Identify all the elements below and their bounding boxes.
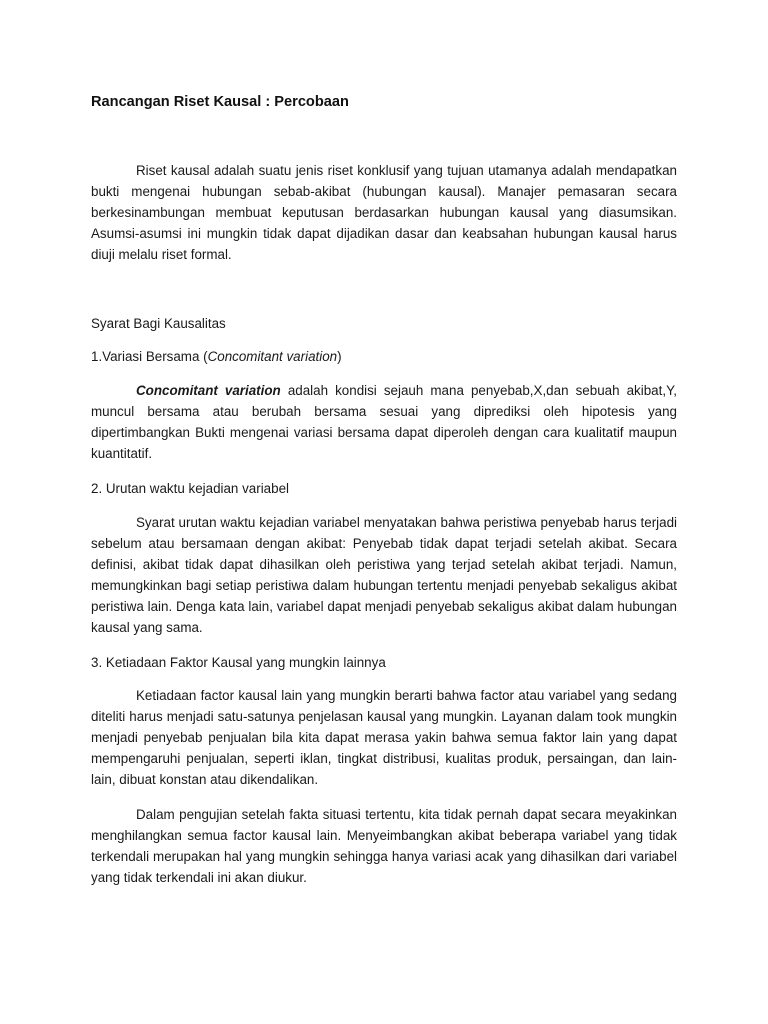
item1-heading-italic: Concomitant variation — [207, 349, 338, 364]
section-heading: Syarat Bagi Kausalitas — [91, 316, 226, 331]
document-title: Rancangan Riset Kausal : Percobaan — [91, 94, 349, 110]
item3-paragraph-1: Ketiadaan factor kausal lain yang mungkin berarti bahwa factor atau variabel yang sedang diteliti harus menjadi satu-satunya penjelasan kausal yang mungkin. Layanan dalam took mungkin menjadi penyebab penjualan bila kita dapat merasa yakin bahwa semua faktor lain yang dapat mempengaruhi penjualan, seperti iklan, tingkat distribusi, kualitas produk, persaingan, dan lain-lain, dibuat konstan atau dikendalikan. — [91, 688, 677, 787]
item1-heading — [91, 346, 342, 367]
item3-heading: 3. Ketiadaan Faktor Kausal yang mungkin lainnya — [91, 655, 386, 670]
item1-heading-suffix: ) — [337, 349, 342, 364]
item1-paragraph — [91, 380, 677, 464]
item1-heading-prefix: 1.Variasi Bersama ( — [91, 349, 208, 364]
item2-heading: 2. Urutan waktu kejadian variabel — [91, 481, 289, 496]
intro-paragraph: Riset kausal adalah suatu jenis riset konklusif yang tujuan utamanya adalah mendapatkan bukti mengenai hubungan sebab-akibat (hubungan kausal). Manajer pemasaran secara berkesinambungan membuat keputusan berdasarkan hubungan kausal yang diasumsikan. Asumsi-asumsi ini mungkin tidak dapat dijadikan dasar dan keabsahan hubungan kausal harus diuji melalu riset formal. — [91, 163, 677, 262]
item1-body: adalah kondisi sejauh mana penyebab,X,dan sebuah akibat,Y, muncul bersama atau berubah bersama sesuai yang diprediksi oleh hipotesis yang dipertimbangkan Bukti mengenai variasi bersama dapat diperoleh dengan cara kualitatif maupun kuantitatif. — [91, 383, 677, 461]
item1-lead-term: Concomitant variation — [136, 383, 281, 398]
item3-paragraph-2: Dalam pengujian setelah fakta situasi tertentu, kita tidak pernah dapat secara meyakinkan menghilangkan semua factor kausal lain. Menyeimbangkan akibat beberapa variabel yang tidak terkendali merupakan hal yang mungkin sehingga hanya variasi acak yang dihasilkan dari variabel yang tidak terkendali ini akan diukur. — [91, 807, 677, 885]
item2-paragraph: Syarat urutan waktu kejadian variabel menyatakan bahwa peristiwa penyebab harus terjadi sebelum atau bersamaan dengan akibat: Penyebab tidak dapat terjadi setelah akibat. Secara definisi, akibat tidak dapat dihasilkan oleh peristiwa yang terjad setelah akibat terjadi. Namun, memungkinkan bagi setiap peristiwa dalam hubungan tertentu menjadi penyebab sekaligus akibat peristiwa lain. Denga kata lain, variabel dapat menjadi penyebab sekaligus akibat dalam hubungan kausal yang sama. — [91, 515, 677, 635]
